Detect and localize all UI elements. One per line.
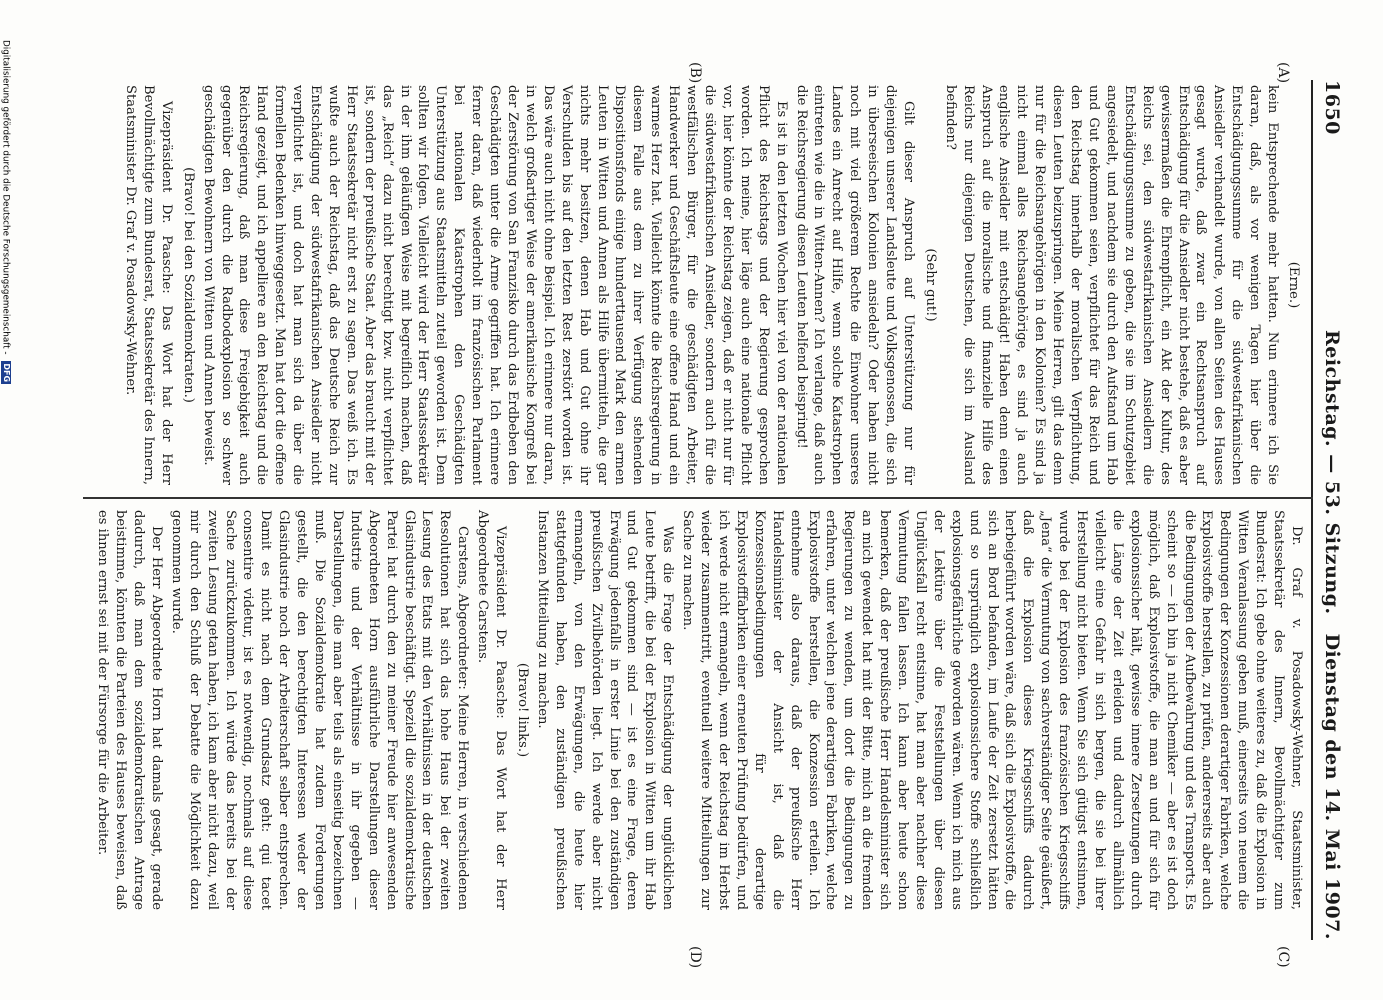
dfg-logo: DFG (2, 363, 11, 383)
paragraph: Gilt dieser Anspruch auf Unterstützung nur für diejenigen unserer Landsleute und Volksgenossen, die sich in überseeischen Kolonien ansiedeln? Oder haben nicht noch mit viel größerem Rechte die Einwohner unseres Landes ein Anrecht auf Hilfe, wenn solche Katastrophen eintreten wie die in Witten-Annen? Ich verlange, daß auch die Reichsregierung diesen Leuten helfend beispringt! (793, 85, 916, 485)
paragraph: Dr. Graf v. Posadowsky-Wehner, Staatsminister, Staatssekretär des Innern, Bevollmächtigter zum Bundesrat: Ich gebe ohne weiteres zu, daß die Explosion in Witten Veranlassung geben muß, einerseits von neuem die Bedingungen der Konzessionen derartiger Fabriken, welche Explosivstoffe herstellen, zu prüfen, andererseits aber auch die Bedingungen der Aufbewahrung und des Transports. Es scheint so — ich bin ja nicht Chemiker — aber es ist doch möglich, daß Explosivstoffe, die man an und für sich für explosionssicher hält, gewisse innere Zersetzungen durch die Länge der Zeit erleiden und dadurch allmählich vielleicht eine Gefahr in sich bergen, die sie bei ihrer Herstellung nicht bieten. Wenn Sie sich gütigst entsinnen, wurde bei der Explosion des französischen Kriegsschiffs „Jena“ die Vermutung von sachverständiger Seite geäußert, daß die Explosion dieses Kriegsschiffs dadurch herbeigeführt worden wäre, daß sich die Explosivstoffe, die sich an Bord befanden, im Laufe der Zeit zersetzt hätten und so ursprünglich explosionssichere Stoffe schließlich explosionsgefährliche geworden wären. Wenn ich mich aus der Lektüre über die Feststellungen über diesen Unglücksfall recht entsinne, hat man aber nachher diese Vermutung fallen lassen. Ich kann aber heute schon bemerken, daß der preußische Herr Handelsminister sich an mich gewendet hat mit der Bitte, mich an die fremden Regierungen zu wenden, um dort die Bedingungen zu erfahren, unter welchen jene derartigen Fabriken, welche Explosivstoffe herstellen, die Konzession erteilen. Ich entnehme also daraus, daß der preußische Herr Handelsminister der Ansicht ist, daß die Konzessionsbedingungen für derartige Explosivstofffabriken einer erneuten Prüfung bedürfen, und ich werde nicht ermangeln, wenn der Reichstag im Herbst wieder zusammentritt, eventuell weitere Mitteilungen zur Sache zu machen. (680, 510, 1304, 910)
paragraph: kein Entsprechende mehr hatten. Nun erinnere ich Sie daran, daß, als vor wenigen Tagen hier über die Entschädigungssumme für die südwestafrikanischen Ansiedler verhandelt wurde, von allen Seiten des Hauses gesagt wurde, daß zwar ein Rechtsanspruch auf Entschädigung für die Ansiedler nicht bestehe, daß es aber gewissermaßen die Ehrenpflicht, ein Akt der Kultur, des Reichs sei, den südwestafrikanischen Ansiedlern die Entschädigungssumme zu geben, die sie im Schutzgebiet angesiedelt, und nachdem sie durch den Aufstand um Hab und Gut gekommen seien, verpflichtet für das Reich und den Reichstag innerhalb der moralischen Verpflichtung, diesen Leuten beizuspringen. Meine Herren, gilt das denn nur für die Reichsangehörigen in den Kolonien? Es sind ja nicht einmal alles Reichsangehörige, es sind ja auch englische Ansiedler mit entschädigt! Haben denn einen Anspruch auf die moralische und finanzielle Hilfe des Reichs nur diejenigen Deutschen, die sich im Ausland befinden? (942, 85, 1281, 485)
paragraph: Der Herr Abgeordnete Horn hat damals gesagt, gerade dadurch, daß man dem sozialdemokratischen Antrage beistimme, könnten die Parteien des Hauses beweisen, daß es ihnen ernst sei mit der Fürsorge für die Arbeiter. (95, 510, 164, 910)
margin-marker-c: (C) (1275, 946, 1291, 968)
digitization-credit (0, 40, 11, 980)
page-number: 1650 (1321, 80, 1343, 135)
page-header (1317, 80, 1343, 940)
president-statement: Vizepräsident Dr. Paasche: Das Wort hat der Herr Abgeordnete Carstens. (475, 510, 509, 910)
page-title: Reichstag. — 53. Sitzung. (1321, 330, 1343, 615)
session-date: Dienstag den 14. Mai 1907. (1321, 633, 1343, 940)
interjection: (Bravo! links.) (515, 662, 531, 758)
margin-marker-d: (D) (687, 946, 703, 969)
interjection: (Sehr gut!) (922, 248, 938, 322)
margin-marker-a: (A) (1275, 62, 1291, 84)
margin-marker-b: (B) (687, 62, 703, 84)
credit-text: Digitalisierung gefördert durch die Deutsche Forschungsgemeinschaft - (0, 40, 11, 355)
right-column (91, 510, 1305, 910)
column-divider (83, 497, 1313, 499)
interjection: (Bravo! bei den Sozialdemokraten.) (180, 167, 196, 403)
president-statement: Vizepräsident Dr. Paasche: Das Wort hat der Herr Bevollmächtigte zum Bundesrat, Staatssekretär des Innern, Staatsminister Dr. Graf v. Posadowsky-Wehner. (123, 85, 174, 485)
left-column (119, 85, 1305, 485)
header-rule (1311, 80, 1313, 940)
paragraph: Carstens, Abgeordneter: Meine Herren, in verschiedenen Resolutionen hat sich das hohe Haus bei der zweiten Lesung des Etats mit den Verhältnissen in der deutschen Glasindustrie beschäftigt. Speziell die sozialdemokratische Partei hat durch den zu meiner Freude hier anwesenden Abgeordneten Horn ausführliche Darstellungen dieser Industrie und der Verhältnisse in ihr gegeben — Darstellungen, die man aber teils als einseitig bezeichnen muß. Die Sozialdemokratie hat zudem Forderungen gestellt, die den berechtigten Interessen weder der Glasindustrie noch der Arbeiterschaft selber entsprechen. Damit es nicht nach dem Grundsatz geht: qui tacet consentire videtur, ist es notwendig, nochmals auf diese Sache zurückzukommen. Ich würde das bereits bei der zweiten Lesung getan haben, ich kam aber nicht dazu, weil mir durch den Schluß der Debatte die Möglichkeit dazu genommen wurde. (168, 510, 471, 910)
speaker-tag: (Erne.) (1286, 261, 1301, 309)
paragraph: Was die Frage der Entschädigung der unglücklichen Leute betrifft, die bei der Explosion in Witten um ihr Hab und Gut gekommen sind — ist es eine Frage, deren Erwägung jedenfalls in erster Linie bei den zuständigen preußischen Zivilbehörden liegt. Ich werde aber nicht ermangeln, von den Erwägungen, die heute hier stattgefunden haben, den zuständigen preußischen Instanzen Mitteilung zu machen. (534, 510, 676, 910)
paragraph: Es ist in den letzten Wochen hier viel von der nationalen Pflicht des Reichstags und der Regierung gesprochen worden. Ich meine, hier läge auch eine nationale Pflicht vor, hier könnte der Reichstag zeigen, daß er nicht nur für die südwestafrikanischen Ansiedler, sondern auch für die westfälischen Bürger, für die geschädigten Arbeiter, Handwerker und Geschäftsleute eine offene Hand und ein warmes Herz hat. Vielleicht könnte die Reichsregierung in diesem Falle aus dem zu ihrer Verfügung stehenden Dispositionsfonds einige hunderttausend Mark den armen Leuten in Witten und Annen als Hilfe übermitteln, die gar nichts mehr besitzen, denen Hab und Gut ohne ihr Verschulden bis auf den letzten Rest zerstört worden ist. Das wäre auch nicht ohne Beispiel. Ich erinnere nur daran, in welch großartiger Weise der amerikanische Kongreß bei der Zerstörung von San Franzisko durch das Erdbeben den Geschädigten unter die Arme gegriffen hat. Ich erinnere ferner daran, daß wiederholt im französischen Parlament bei nationalen Katastrophen den Geschädigten Unterstützung aus Staatsmitteln zuteil geworden ist. Dem sollten wir folgen. Vielleicht wird der Herr Staatssekretär in der ihm geläufigen Weise mit begreiflich machen, daß das „Reich“ dazu nicht berechtigt bzw. nicht verpflichtet ist, sondern der preußische Staat. Aber das braucht mit der Herr Staatssekretär nicht erst zu sagen. Das weiß ich. Es wußte auch der Reichstag, daß das Deutsche Reich zur Entschädigung der südwestafrikanischen Ansiedler nicht verpflichtet ist, und doch hat man sich da über die formellen Bedenken hinweggesetzt. Man hat dort die offene Hand gezeigt, und ich appelliere an den Reichstag und die Reichsregierung, daß man diese Freigebigkeit auch gegenüber den durch die Radbodexplosion so schwer geschädigten Bewohnern von Witten und Annen beweist. (200, 85, 789, 485)
